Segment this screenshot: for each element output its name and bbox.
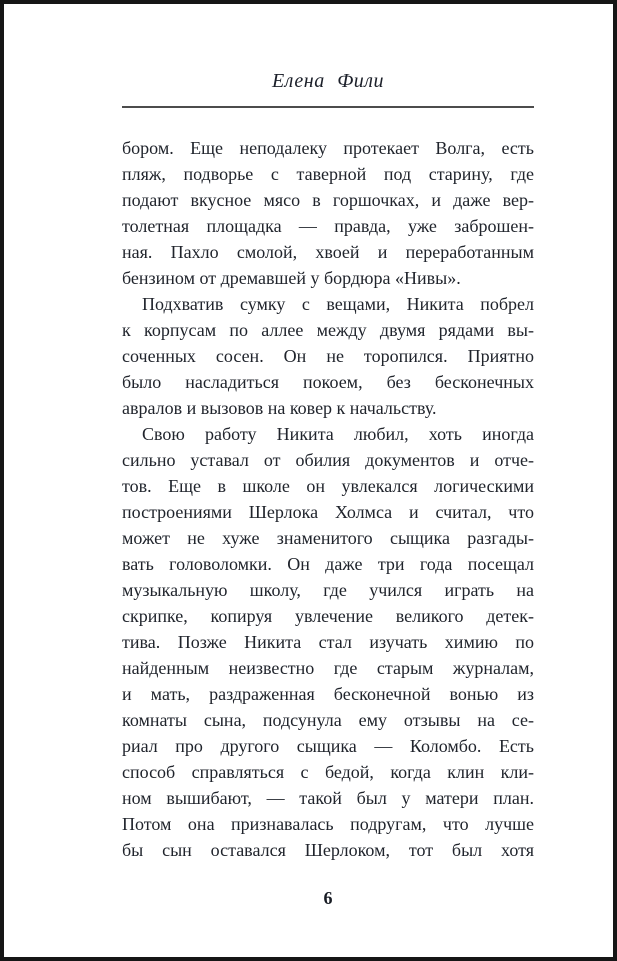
body-line: бором. Еще неподалеку протекает Волга, есть bbox=[122, 138, 534, 158]
text-block bbox=[122, 135, 534, 863]
body-line: способ справляться с бедой, когда клин кли- bbox=[122, 762, 534, 782]
body-line: скрипке, копируя увлечение великого детек- bbox=[122, 606, 534, 626]
body-line: ная. Пахло смолой, хвоей и переработанным bbox=[122, 242, 534, 262]
body-line: найденным неизвестно где старым журналам, bbox=[122, 658, 534, 678]
body-line: авралов и вызовов на ковер к начальству. bbox=[122, 398, 437, 418]
body-line: было насладиться покоем, без бесконечных bbox=[122, 372, 534, 392]
body-line: подают вкусное мясо в горшочках, и даже вер- bbox=[122, 190, 534, 210]
body-line: Подхватив сумку с вещами, Никита побрел bbox=[142, 294, 534, 314]
body-line: бы сын оставался Шерлоком, тот был хотя bbox=[122, 840, 534, 860]
body-line: построениями Шерлока Холмса и считал, что bbox=[122, 502, 534, 522]
body-line: и мать, раздраженная бесконечной вонью из bbox=[122, 684, 534, 704]
body-line: бензином от дремавшей у бордюра «Нивы». bbox=[122, 268, 461, 288]
body-line: Потом она признавалась подругам, что лучше bbox=[122, 814, 534, 834]
body-line: сильно уставал от обилия документов и отче- bbox=[122, 450, 534, 470]
body-line: соченных сосен. Он не торопился. Приятно bbox=[122, 346, 534, 366]
header-rule bbox=[122, 106, 534, 108]
body-line: риал про другого сыщика — Коломбо. Есть bbox=[122, 736, 534, 756]
body-line: музыкальную школу, где учился играть на bbox=[122, 580, 534, 600]
body-line: комнаты сына, подсунула ему отзывы на се- bbox=[122, 710, 534, 730]
body-line: ном вышибают, — такой был у матери план. bbox=[122, 788, 534, 808]
body-line: вать головоломки. Он даже три года посещал bbox=[122, 554, 534, 574]
body-line: тов. Еще в школе он увлекался логическими bbox=[122, 476, 534, 496]
body-line: пляж, подворье с таверной под старину, где bbox=[122, 164, 534, 184]
body-line: к корпусам по аллее между двумя рядами вы- bbox=[122, 320, 534, 340]
page-number: 6 bbox=[323, 888, 333, 908]
body-line: толетная площадка — правда, уже заброшен- bbox=[122, 216, 534, 236]
body-line: тива. Позже Никита стал изучать химию по bbox=[122, 632, 534, 652]
body-line: Свою работу Никита любил, хоть иногда bbox=[142, 424, 534, 444]
body-line: может не хуже знаменитого сыщика разгады- bbox=[122, 528, 534, 548]
running-header-author: Елена Фили bbox=[271, 70, 385, 92]
